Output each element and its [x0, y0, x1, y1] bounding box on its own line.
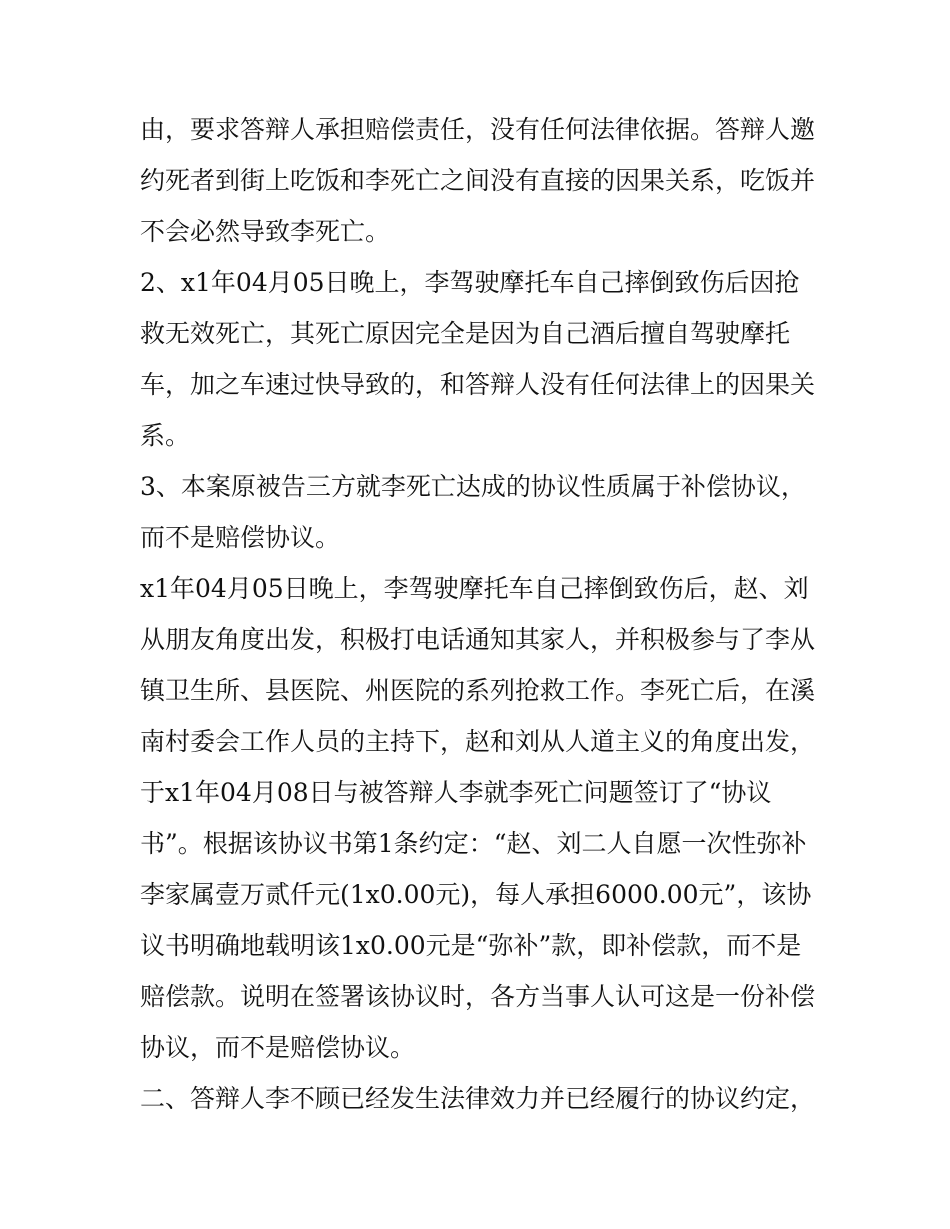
document-body: [140, 104, 820, 1124]
paragraph-point-2: 2、x1年04月05日晚上，李驾驶摩托车自己摔倒致伤后因抢救无效死亡，其死亡原因完全是因为自己酒后擅自驾驶摩托车，加之车速过快导致的，和答辩人没有任何法律上的因果关系。: [140, 268, 816, 450]
paragraph-agreement-details: x1年04月05日晚上，李驾驶摩托车自己摔倒致伤后，赵、刘从朋友角度出发，积极打电话通知其家人，并积极参与了李从镇卫生所、县医院、州医院的系列抢救工作。李死亡后，在溪南村委会工作人员的主持下，赵和刘从人道主义的角度出发，于x1年04月08日与被答辩人李就李死亡问题签订了“协议书”。根据该协议书第1条约定：“赵、刘二人自愿一次性弥补李家属壹万贰仟元(1x0.00元)，每人承担6000.00元”，该协议书明确地载明该1x0.00元是“弥补”款，即补偿款，而不是赔偿款。说明在签署该协议时，各方当事人认可这是一份补偿协议，而不是赔偿协议。: [140, 574, 816, 1062]
paragraph-point-3: 3、本案原被告三方就李死亡达成的协议性质属于补偿协议，而不是赔偿协议。: [140, 472, 806, 552]
paragraph-section-2-heading: 二、答辩人李不顾已经发生法律效力并已经履行的协议约定，: [140, 1084, 816, 1113]
paragraph-causation-argument: 由，要求答辩人承担赔偿责任，没有任何法律依据。答辩人邀约死者到街上吃饭和李死亡之间没有直接的因果关系，吃饭并不会必然导致李死亡。: [140, 115, 816, 246]
